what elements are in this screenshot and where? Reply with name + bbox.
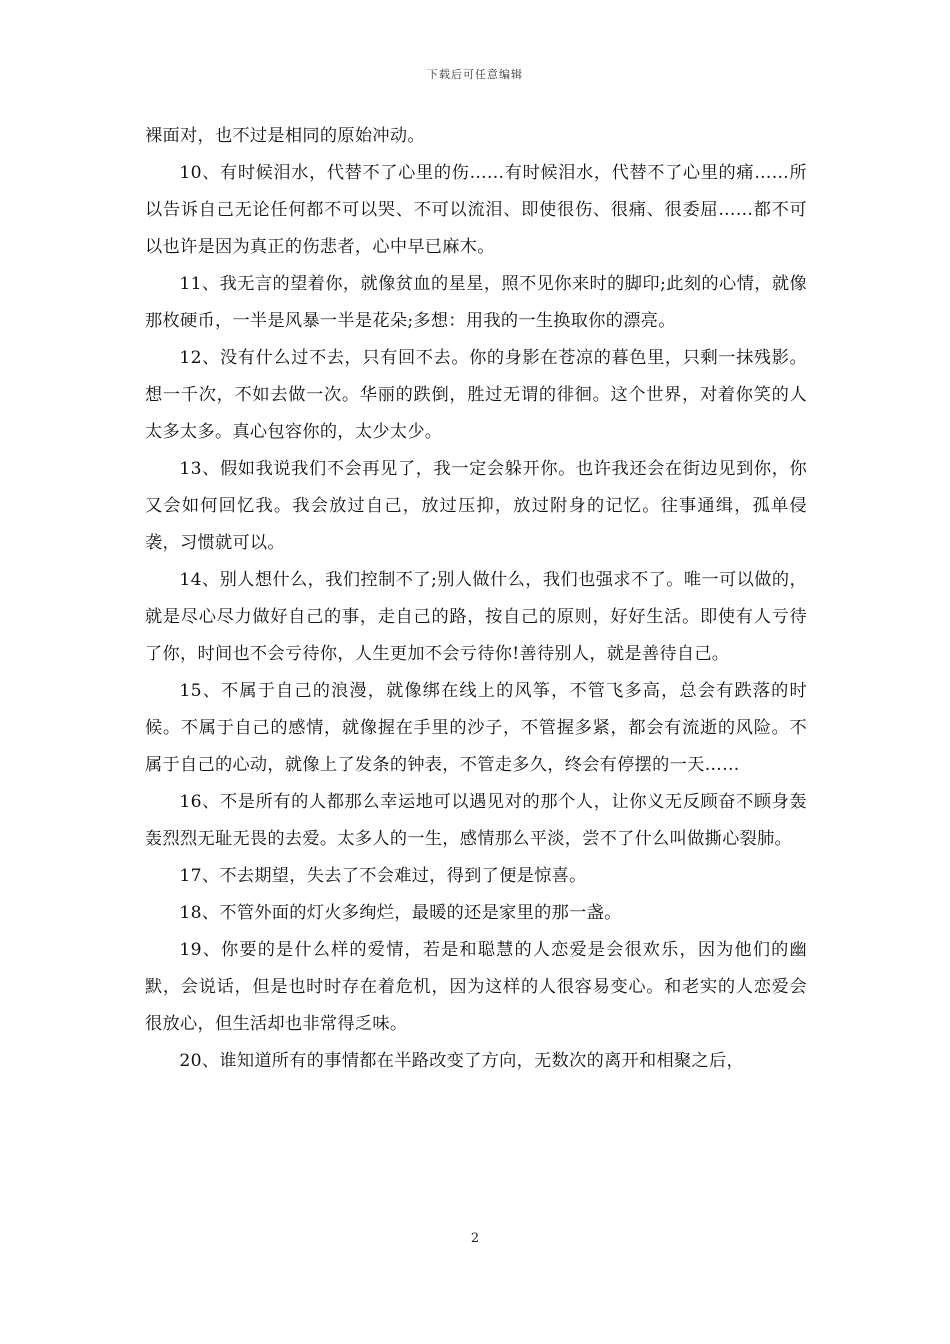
paragraph-item-19: 19、你要的是什么样的爱情，若是和聪慧的人恋爱是会很欢乐，因为他们的幽默，会说话，但是也时时存在着危机，因为这样的人很容易变心。和老实的人恋爱会很放心，但生活却也非常得乏味。: [145, 940, 807, 1034]
paragraph-item-14: 14、别人想什么，我们控制不了;别人做什么，我们也强求不了。唯一可以做的，就是尽心尽力做好自己的事，走自己的路，按自己的原则，好好生活。即使有人亏待了你，时间也不会亏待你，人生更加不会亏待你!善待别人，就是善待自己。: [145, 570, 807, 664]
paragraph-item-11: 11、我无言的望着你，就像贫血的星星，照不见你来时的脚印;此刻的心情，就像那枚硬币，一半是风暴一半是花朵;多想：用我的一生换取你的漂亮。: [145, 274, 807, 331]
paragraph-item-17: 17、不去期望，失去了不会难过，得到了便是惊喜。: [179, 866, 587, 886]
paragraph-item-13: 13、假如我说我们不会再见了，我一定会躲开你。也许我还会在街边见到你，你又会如何回忆我。我会放过自己，放过压抑，放过附身的记忆。往事通缉，孤单侵袭，习惯就可以。: [145, 459, 807, 553]
page-header-note: 下载后可任意编辑: [427, 68, 523, 81]
paragraph-item-10: 10、有时候泪水，代替不了心里的伤……有时候泪水，代替不了心里的痛……所以告诉自己无论任何都不可以哭、不可以流泪、即使很伤、很痛、很委屈……都不可以也许是因为真正的伤悲者，心中早已麻木。: [145, 163, 807, 257]
document-body: [145, 118, 807, 1080]
paragraph-continuation: 裸面对，也不过是相同的原始冲动。: [145, 126, 425, 146]
page-number: 2: [470, 1231, 480, 1246]
paragraph-item-12: 12、没有什么过不去，只有回不去。你的身影在苍凉的暮色里，只剩一抹残影。想一千次，不如去做一次。华丽的跌倒，胜过无谓的徘徊。这个世界，对着你笑的人太多太多。真心包容你的，太少太少。: [145, 348, 807, 442]
paragraph-item-15: 15、不属于自己的浪漫，就像绑在线上的风筝，不管飞多高，总会有跌落的时候。不属于自己的感情，就像握在手里的沙子，不管握多紧，都会有流逝的风险。不属于自己的心动，就像上了发条的钟表，不管走多久，终会有停摆的一天……: [145, 681, 807, 775]
paragraph-item-18: 18、不管外面的灯火多绚烂，最暖的还是家里的那一盏。: [179, 903, 622, 923]
paragraph-item-16: 16、不是所有的人都那么幸运地可以遇见对的那个人，让你义无反顾奋不顾身轰轰烈烈无耻无畏的去爱。太多人的一生，感情那么平淡，尝不了什么叫做撕心裂肺。: [145, 792, 807, 849]
paragraph-item-20: 20、谁知道所有的事情都在半路改变了方向，无数次的离开和相聚之后，: [179, 1051, 744, 1071]
